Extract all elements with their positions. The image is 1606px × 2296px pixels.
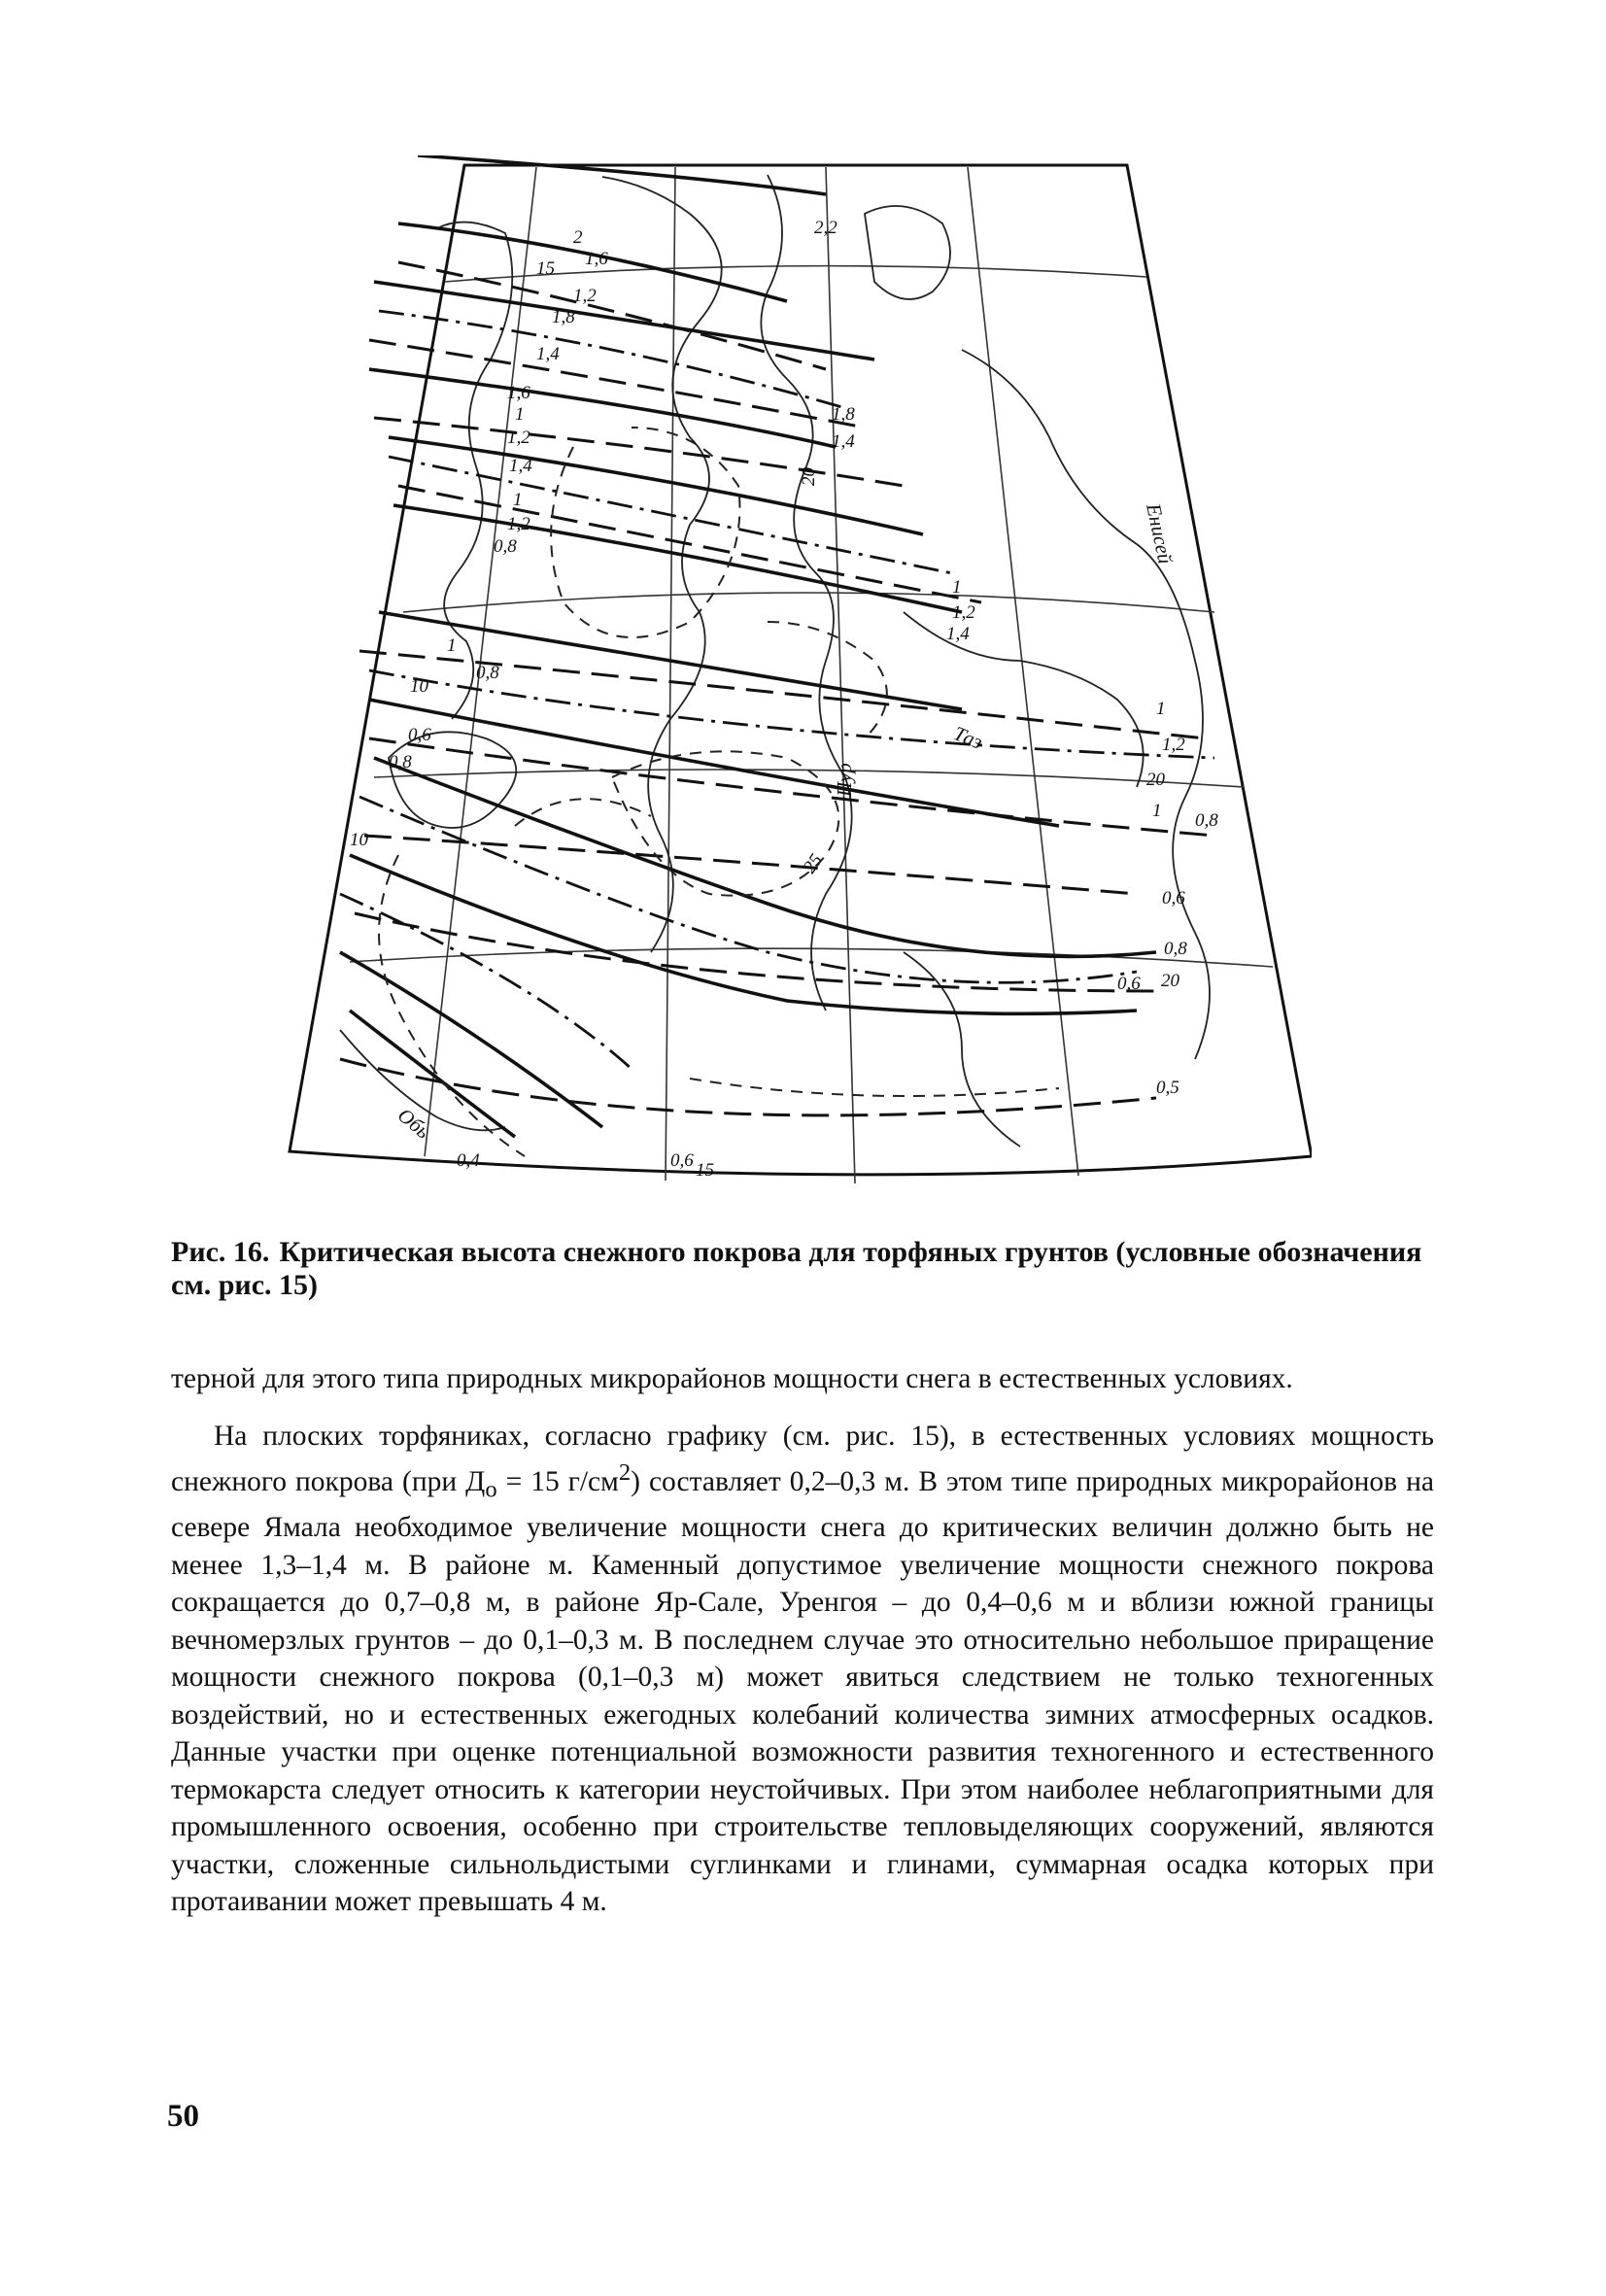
figure-caption-text: Критическая высота снежного покрова для торфяных грунтов (условные обозначения см. рис. 15) bbox=[171, 1236, 1422, 1301]
contour-label: 1 bbox=[513, 490, 523, 510]
page-number: 50 bbox=[167, 2099, 199, 2134]
subscript-o: о bbox=[485, 1476, 497, 1503]
contour-label: 1,4 bbox=[946, 624, 970, 644]
contour-label: 0,8 bbox=[389, 752, 412, 772]
contour-label: 1,2 bbox=[952, 602, 975, 623]
density-label: 25 bbox=[799, 850, 827, 877]
paragraph-peatlands bbox=[171, 1418, 1434, 1921]
contour-label: 20 bbox=[1146, 770, 1165, 790]
critical-snow-height-map bbox=[282, 155, 1312, 1205]
contour-label: 1 bbox=[952, 577, 962, 598]
contour-label: 0,4 bbox=[457, 1150, 480, 1171]
contour-label: 1,2 bbox=[573, 286, 597, 306]
river-label-yenisei: Енисей bbox=[1142, 501, 1178, 566]
contour-label: 1 bbox=[1152, 801, 1162, 821]
paragraph-part: ) составляет 0,2–0,3 м. В этом типе природных микрорайонов на севере Ямала необходимое увеличение мощности снега до критических величин должно быть не менее 1,3–1,4 м. В районе м. Каменный допустимое увеличение мощности снежного покрова сокращается до 0,7–0,8 м, в районе Яр-Сале, Уренгоя – до 0,4–0,6 м и вблизи южной границы вечномерзлых грунтов – до 0,1–0,3 м. В последнем случае это относительно небольшое приращение мощности снежного покрова (0,1–0,3 м) может явиться следствием не только техногенных воздействий, но и естественных ежегодных колебаний количества зимних атмосферных осадков. Данные участки при оценке потенциальной возможности развития техногенного и естественного термокарста следует относить к категории неустойчивых. При этом наиболее неблагоприятными для промышленного освоения, особенно при строительстве тепловыделяющих сооружений, являются участки, сложенные сильнольдистыми суглинками и глинами, суммарная осадка которых при протаивании может превышать 4 м. bbox=[171, 1465, 1434, 1918]
contour-label: 1,2 bbox=[507, 428, 530, 448]
contour-label: 1,4 bbox=[536, 344, 560, 364]
map-frame bbox=[290, 165, 1312, 1175]
density-isolines bbox=[379, 428, 1059, 1156]
contour-label: 10 bbox=[350, 830, 368, 850]
contour-label: 0,6 bbox=[1117, 974, 1141, 994]
contour-label: 15 bbox=[696, 1160, 714, 1181]
contour-label: 1 bbox=[515, 404, 525, 425]
contour-label: 0,5 bbox=[1156, 1078, 1179, 1098]
paragraph-part: = 15 г/см bbox=[496, 1465, 619, 1497]
contour-label: 10 bbox=[410, 676, 428, 697]
contour-label: 15 bbox=[536, 258, 555, 279]
contour-label: 1 bbox=[1156, 699, 1166, 719]
contour-label: 0,6 bbox=[408, 725, 431, 745]
contour-label: 1,2 bbox=[1162, 735, 1185, 755]
figure-caption-number: Рис. 16. bbox=[171, 1236, 270, 1268]
contour-label: 1,6 bbox=[507, 383, 530, 403]
superscript-2: 2 bbox=[618, 1459, 632, 1486]
body-text bbox=[171, 1360, 1434, 1921]
paragraph-part: На плоских торфяниках, согласно графику (см. рис. 15), в естественных условиях мощность снежного покрова (при Д bbox=[171, 1420, 1434, 1497]
contour-label: 0,6 bbox=[670, 1150, 694, 1171]
contour-label: 0,6 bbox=[1162, 888, 1185, 908]
contour-label: 0,8 bbox=[476, 663, 499, 683]
contour-label: 1,6 bbox=[585, 249, 608, 269]
contour-label: 2,2 bbox=[814, 218, 837, 238]
contour-label: 1,4 bbox=[509, 456, 532, 476]
contour-label: 0,8 bbox=[1164, 939, 1187, 959]
contour-label: 20 bbox=[1161, 971, 1179, 991]
contour-label: 1,2 bbox=[507, 514, 530, 534]
paragraph-continued: терной для этого типа природных микрорайонов мощности снега в естественных условиях. bbox=[171, 1363, 1293, 1394]
contour-label: 0,8 bbox=[494, 536, 517, 557]
river-label-ob: Обь bbox=[393, 1103, 435, 1144]
coastline bbox=[340, 175, 1210, 1147]
river-label-pur: Пур bbox=[833, 763, 856, 797]
contour-label: 2 bbox=[573, 227, 583, 248]
contour-label: 1,8 bbox=[552, 307, 575, 327]
river-label-taz: Таз bbox=[950, 721, 986, 754]
contour-label: 0,8 bbox=[1195, 810, 1218, 831]
contour-label: 20 bbox=[799, 467, 819, 486]
contour-label: 1,8 bbox=[832, 404, 855, 425]
contour-label: 1 bbox=[447, 635, 457, 656]
figure-caption bbox=[171, 1236, 1434, 1302]
contour-label: 1,4 bbox=[832, 431, 855, 452]
